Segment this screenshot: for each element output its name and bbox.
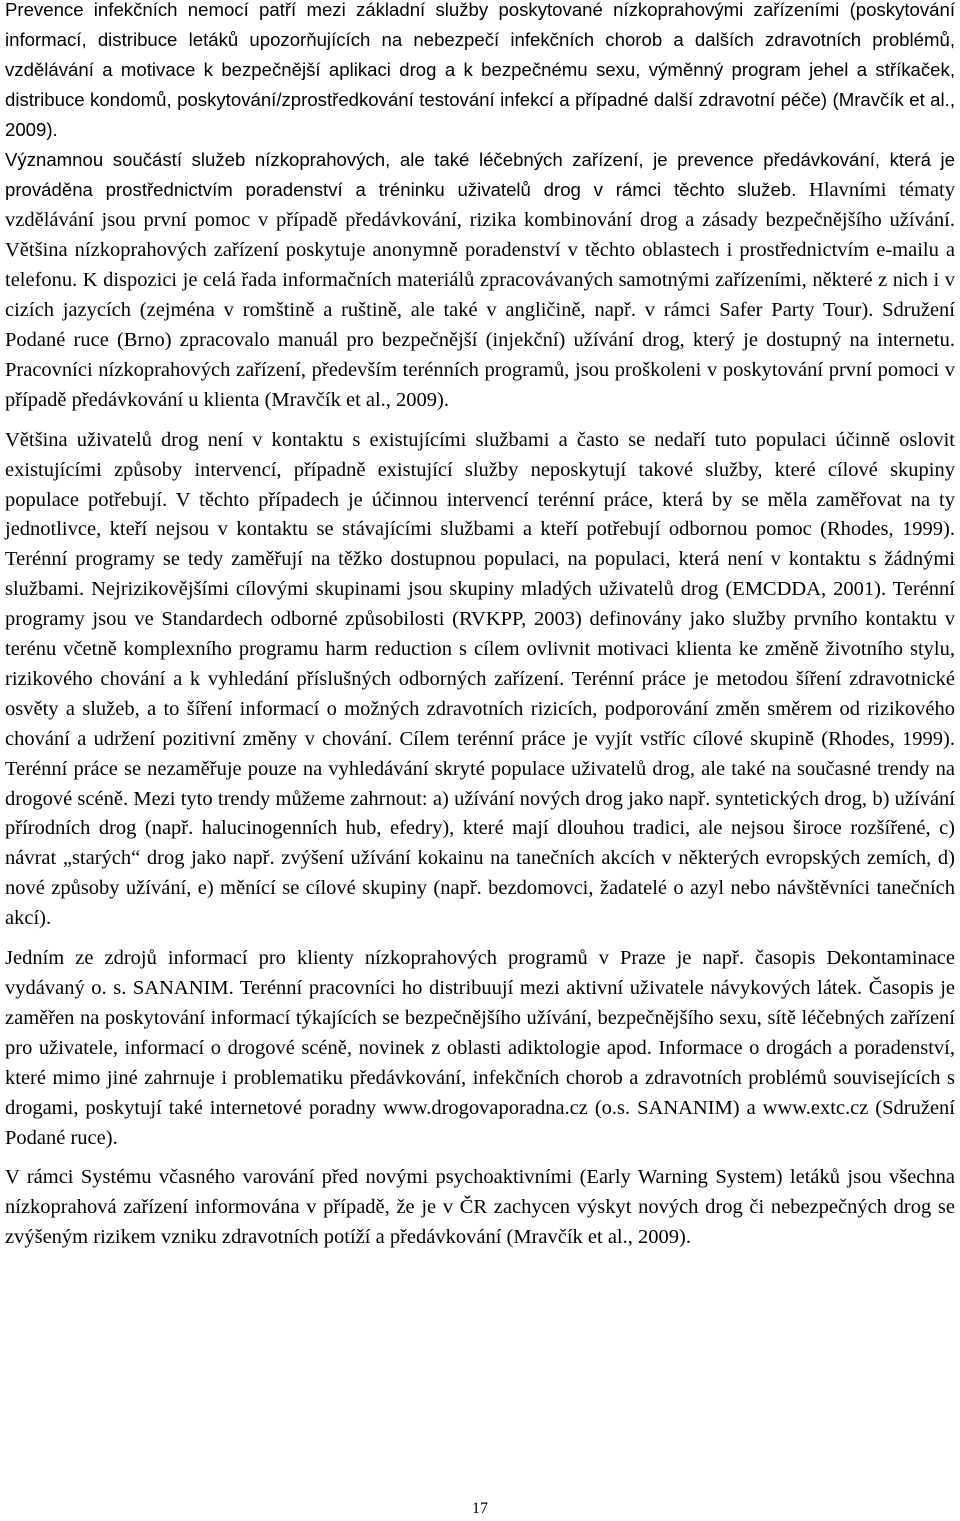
paragraph-spacer <box>5 1153 955 1163</box>
paragraph-overdose-prevention-rest: Hlavními tématy vzdělávání jsou první pomoc v případě předávkování, rizika kombinování drog a zásady bezpečnějšího užívání. Většina nízkoprahových zařízení poskytuje anonymně poradenství v těchto oblastech i prostřednictvím e-mailu a telefonu. K dispozici je celá řada informačních materiálů zpracovávaných samotnými zařízeními, některé z nich i v cizích jazycích (zejména v romštině a ruštině, ale také v angličině, např. v rámci Safer Party Tour). Sdružení Podané ruce (Brno) zpracovalo manuál pro bezpečnější (injekční) užívání drog, který je dostupný na internetu. Pracovníci nízkoprahových zařízení, především terénních programů, jsou proškoleni v poskytování první pomoci v případě předávkování u klienta (Mravčík et al., 2009). <box>5 179 955 411</box>
paragraph-information-sources: Jedním ze zdrojů informací pro klienty nízkoprahových programů v Praze je např. časopis Dekontaminace vydávaný o. s. SANANIM. Terénní pracovníci ho distribuují mezi aktivní uživatele návykových látek. Časopis je zaměřen na poskytování informací týkajících se bezpečnějšího užívání, bezpečnějšího sexu, sítě léčebných zařízení pro uživatele, informací o drogové scéně, novinek z oblasti adiktologie apod. Informace o drogách a poradenství, které mimo jiné zahrnuje i problematiku předávkování, infekčních chorob a zdravotních problémů souvisejících s drogami, poskytují také internetové poradny www.drogovaporadna.cz (o.s. SANANIM) a www.extc.cz (Sdružení Podané ruce). <box>5 947 955 1149</box>
paragraph-early-warning-system: V rámci Systému včasného varování před novými psychoaktivními (Early Warning System) letáků jsou všechna nízkoprahová zařízení informována v případě, že je v ČR zachycen výskyt nových drog či nebezpečných drog se zvýšeným rizikem vzniku zdravotních potíží a předávkování (Mravčík et al., 2009). <box>5 1166 955 1249</box>
paragraph-overdose-prevention-lead: Významnou součástí služeb nízkoprahových, ale také léčebných zařízení, je prevence předávkování, která je prováděna prostřednictvím poradenství a tréninku uživatelů drog v rámci těchto služeb. <box>5 148 955 201</box>
paragraph-spacer <box>5 416 955 426</box>
document-body <box>5 0 955 1253</box>
paragraph-spacer <box>5 934 955 944</box>
paragraph-overdose-prevention <box>5 145 955 416</box>
paragraph-infection-prevention: Prevence infekčních nemocí patří mezi základní služby poskytované nízkoprahovými zařízeními (poskytování informací, distribuce letáků upozorňujících na nebezpečí infekčních chorob a dalších zdravotních problémů, vzdělávání a motivace k bezpečnější aplikaci drog a k bezpečnému sexu, výměnný program jehel a stříkaček, distribuce kondomů, poskytování/zprostředkování testování infekcí a případné další zdravotní péče) (Mravčík et al., 2009). <box>5 0 955 140</box>
paragraph-outreach-work: Většina uživatelů drog není v kontaktu s existujícími službami a často se nedaří tuto populaci účinně oslovit existujícími způsoby intervencí, případně existující služby neposkytují takové služby, které cílové skupiny populace potřebují. V těchto případech je účinnou intervencí terénní práce, která by se měla zaměřovat na ty jednotlivce, kteří nejsou v kontaktu se stávajícími službami a kteří potřebují odbornou pomoc (Rhodes, 1999). Terénní programy se tedy zaměřují na těžko dostupnou populaci, na populaci, která není v kontaktu s žádnými službami. Nejrizikovějšími cílovými skupinami jsou skupiny mladých uživatelů drog (EMCDDA, 2001). Terénní programy jsou ve Standardech odborné způsobilosti (RVKPP, 2003) definovány jako služby prvního kontaktu v terénu včetně komplexního programu harm reduction s cílem ovlivnit motivaci klienta ke změně životního stylu, rizikového chování a k vyhledání příslušných odborných zařízení. Terénní práce je metodou šíření zdravotnické osvěty a služeb, a to šíření informací o možných zdravotních rizicích, podporování změn směrem od rizikového chování a udržení pozitivní změny v chování. Cílem terénní práce je vyjít vstříc cílové skupině (Rhodes, 1999). Terénní práce se nezaměřuje pouze na vyhledávání skryté populace uživatelů drog, ale také na současné trendy na drogové scéně. Mezi tyto trendy můžeme zahrnout: a) užívání nových drog jako např. syntetických drog, b) užívání přírodních drog (např. halucinogenních hub, efedry), které mají dlouhou tradici, ale nejsou široce rozšířené, c) návrat „starých“ drog jako např. zvýšení užívání kokainu na tanečních akcích v některých evropských zemích, d) nové způsoby užívání, e) měnící se cílové skupiny (např. bezdomovci, žadatelé o azyl nebo návštěvníci tanečních akcí). <box>5 428 955 930</box>
page-number: 17 <box>472 1500 488 1517</box>
